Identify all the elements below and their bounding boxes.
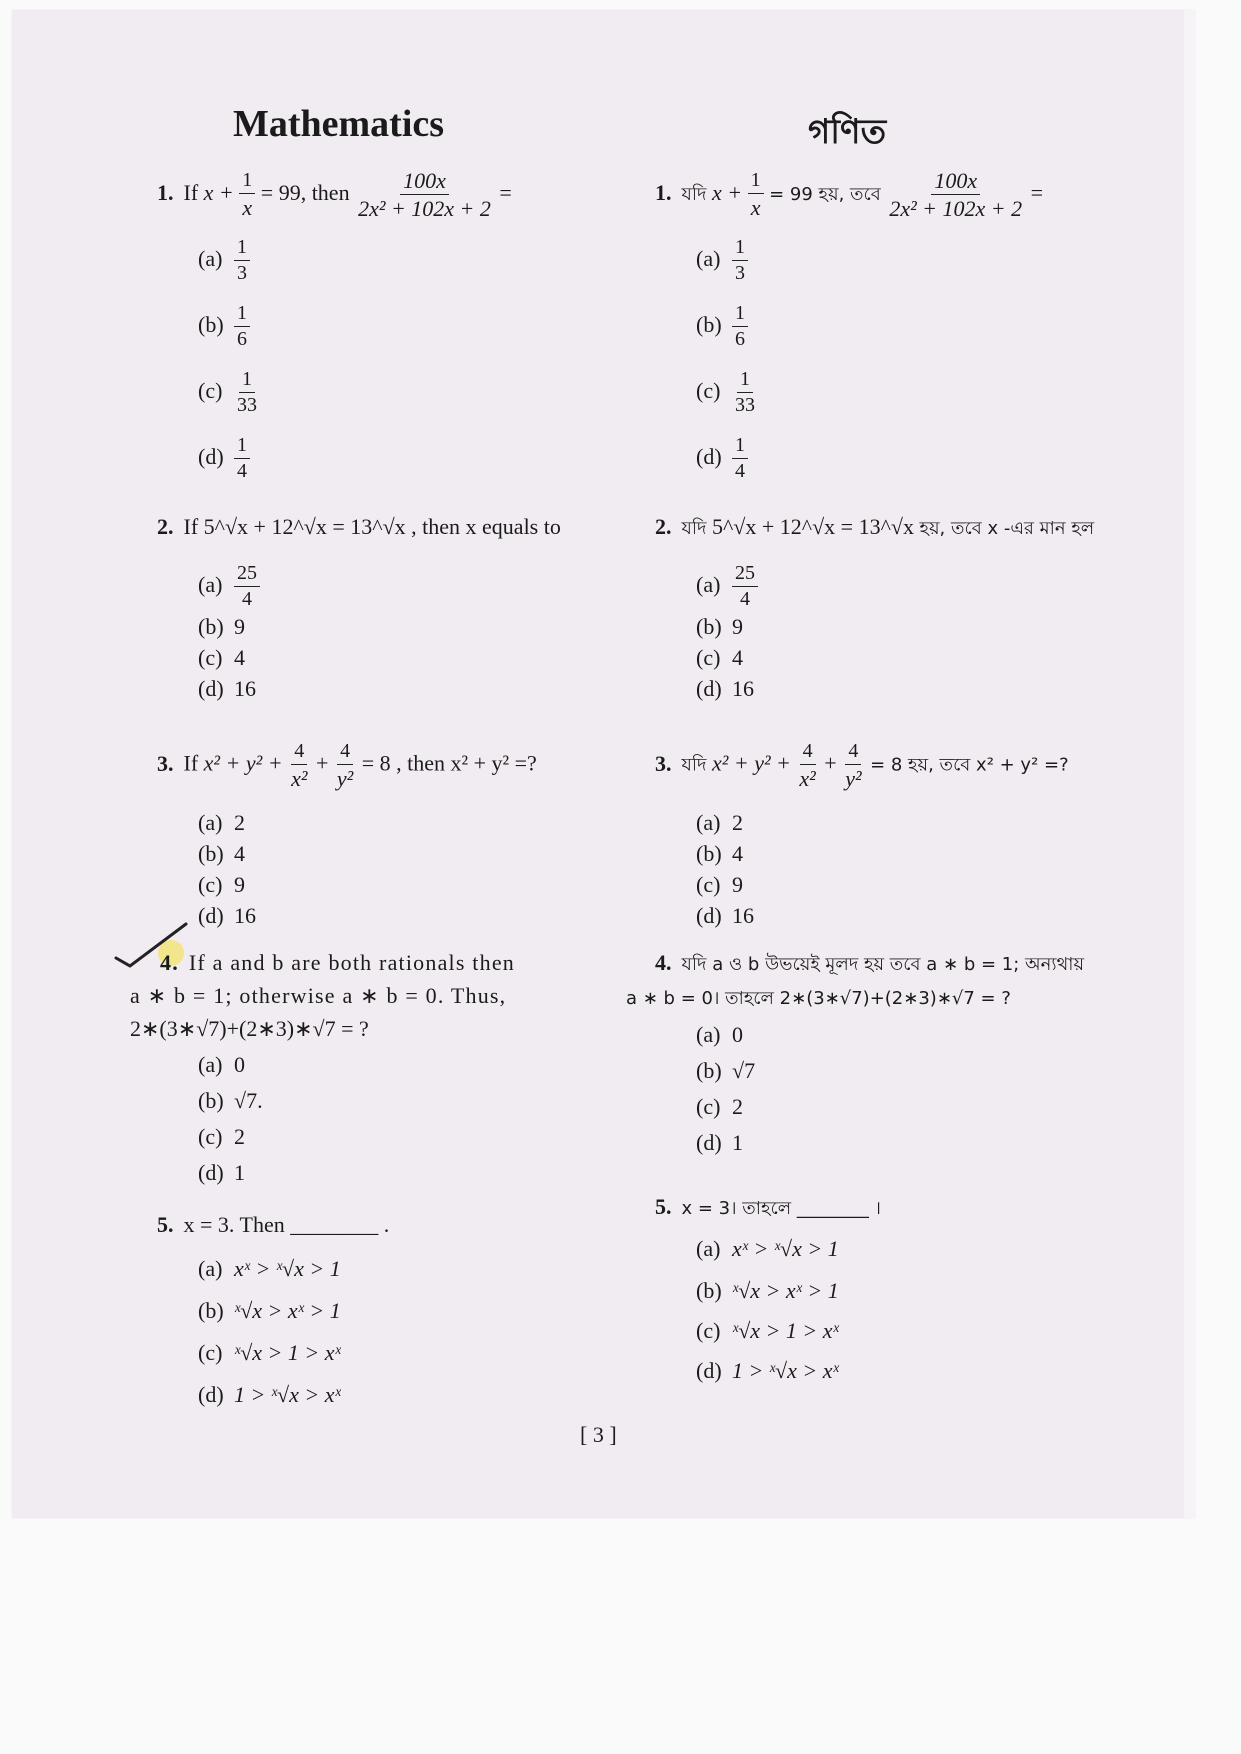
en-q4-option-c[interactable]: (c) 2 — [198, 1124, 245, 1149]
bn-q4-option-c[interactable]: (c) 2 — [696, 1094, 743, 1119]
en-question-5: 5. x = 3. Then ________ . — [157, 1212, 390, 1237]
en-q1-fraction: $\frac{100x}{\text{2x² + 102x + 2}}$ — [358, 168, 491, 222]
title-english: Mathematics — [233, 103, 445, 145]
en-q4-option-d[interactable]: (d) 1 — [198, 1160, 245, 1185]
bn-q3-option-b[interactable]: (b) 4 — [696, 841, 743, 866]
en-q3-option-b[interactable]: (b) 4 — [198, 841, 245, 866]
bn-q5-option-c[interactable]: (c) ˣ√x > 1 > xˣ — [696, 1318, 839, 1343]
bn-question-1: 1. যদি x + $\frac{1}{x}$ = 99 হয়, তবে $\frac{100x}{\text{2x² + 102x + 2}}$ = — [655, 168, 1044, 222]
en-q2-option-d[interactable]: (d) 16 — [198, 676, 256, 701]
bn-q3-option-c[interactable]: (c) 9 — [696, 872, 743, 897]
bn-q2-option-d[interactable]: (d) 16 — [696, 676, 754, 701]
bn-q5-option-a[interactable]: (a) xˣ > ˣ√x > 1 — [696, 1236, 839, 1261]
bn-question-2: 2. যদি 5^√x + 12^√x = 13^√x হয়, তবে x -এর মান হল — [655, 514, 1095, 539]
en-q5-option-d[interactable]: (d) 1 > ˣ√x > xˣ — [198, 1382, 341, 1407]
en-q3-option-d[interactable]: (d) 16 — [198, 903, 256, 928]
sheet-edge — [1184, 10, 1196, 1518]
title-bengali: গণিত — [808, 112, 887, 152]
bn-q2-option-c[interactable]: (c) 4 — [696, 645, 743, 670]
bn-q4-option-d[interactable]: (d) 1 — [696, 1130, 743, 1155]
bn-question-4-line1: 4. যদি a ও b উভয়েই মূলদ হয় তবে a ∗ b = 1; অন্যথায় — [655, 950, 1085, 975]
en-q1-option-d[interactable]: (d) $\frac{1}{4}$ — [198, 434, 250, 483]
en-q2-option-c[interactable]: (c) 4 — [198, 645, 245, 670]
en-q1-option-c[interactable]: (c) $\frac{1}{33}$ — [198, 368, 257, 416]
en-q5-option-a[interactable]: (a) xˣ > ˣ√x > 1 — [198, 1256, 341, 1281]
en-q3-option-c[interactable]: (c) 9 — [198, 872, 245, 897]
bn-q3-option-a[interactable]: (a) 2 — [696, 810, 743, 835]
en-q4-option-b[interactable]: (b) √7. — [198, 1088, 263, 1113]
en-q5-option-b[interactable]: (b) ˣ√x > xˣ > 1 — [198, 1298, 341, 1323]
bn-q1-option-d[interactable]: (d) $\frac{1}{4}$ — [696, 434, 748, 483]
en-question-3: 3. If x² + y² + $\frac{4}{\text{x²}}$ + $\frac{4}{\text{y²}}$ = 8 , then x² + y² =? — [157, 740, 537, 791]
en-q1-option-a[interactable]: (a) $\frac{1}{3}$ — [198, 236, 250, 285]
bn-q4-option-a[interactable]: (a) 0 — [696, 1022, 743, 1047]
bn-q5-option-b[interactable]: (b) ˣ√x > xˣ > 1 — [696, 1278, 839, 1303]
bn-q1-option-b[interactable]: (b) $\frac{1}{6}$ — [696, 302, 748, 351]
bn-q3-option-d[interactable]: (d) 16 — [696, 903, 754, 928]
page-number: [ 3 ] — [580, 1422, 617, 1447]
en-q2-option-b[interactable]: (b) 9 — [198, 614, 245, 639]
bn-question-3: 3. যদি x² + y² + $\frac{4}{\text{x²}}$ + $\frac{4}{\text{y²}}$ = 8 হয়, তবে x² + y² =? — [655, 740, 1069, 791]
en-q5-option-c[interactable]: (c) ˣ√x > 1 > xˣ — [198, 1340, 341, 1365]
en-q1-option-b[interactable]: (b) $\frac{1}{6}$ — [198, 302, 250, 351]
bn-question-5: 5. x = 3। তাহলে ________ । — [655, 1194, 881, 1219]
en-q1-lhs-fraction: $\frac{1}{x}$ — [239, 169, 255, 220]
bn-q2-option-a[interactable]: (a) $\frac{25}{4}$ — [696, 562, 758, 611]
bn-q1-option-a[interactable]: (a) $\frac{1}{3}$ — [696, 236, 748, 285]
en-question-1: 1. If x + $\frac{1}{x}$ = 99, then $\frac{100x}{\text{2x² + 102x + 2}}$ = — [157, 168, 512, 222]
bn-question-4-line2: a ∗ b = 0। তাহলে 2∗(3∗√7)+(2∗3)∗√7 = ? — [626, 988, 1011, 1009]
en-q4-option-a[interactable]: (a) 0 — [198, 1052, 245, 1077]
en-question-4-line2: a ∗ b = 1; otherwise a ∗ b = 0. Thus, — [130, 983, 507, 1008]
en-q3-option-a[interactable]: (a) 2 — [198, 810, 245, 835]
bn-q1-option-c[interactable]: (c) $\frac{1}{33}$ — [696, 368, 755, 416]
en-question-4-line3: 2∗(3∗√7)+(2∗3)∗√7 = ? — [130, 1016, 369, 1041]
bn-q4-option-b[interactable]: (b) √7 — [696, 1058, 756, 1083]
en-question-4-line1: 4. If a and b are both rationals then — [160, 950, 515, 975]
en-question-2: 2. If 5^√x + 12^√x = 13^√x , then x equals to — [157, 514, 561, 539]
en-q2-option-a[interactable]: (a) $\frac{25}{4}$ — [198, 562, 260, 611]
bn-q2-option-b[interactable]: (b) 9 — [696, 614, 743, 639]
bn-q5-option-d[interactable]: (d) 1 > ˣ√x > xˣ — [696, 1358, 839, 1383]
